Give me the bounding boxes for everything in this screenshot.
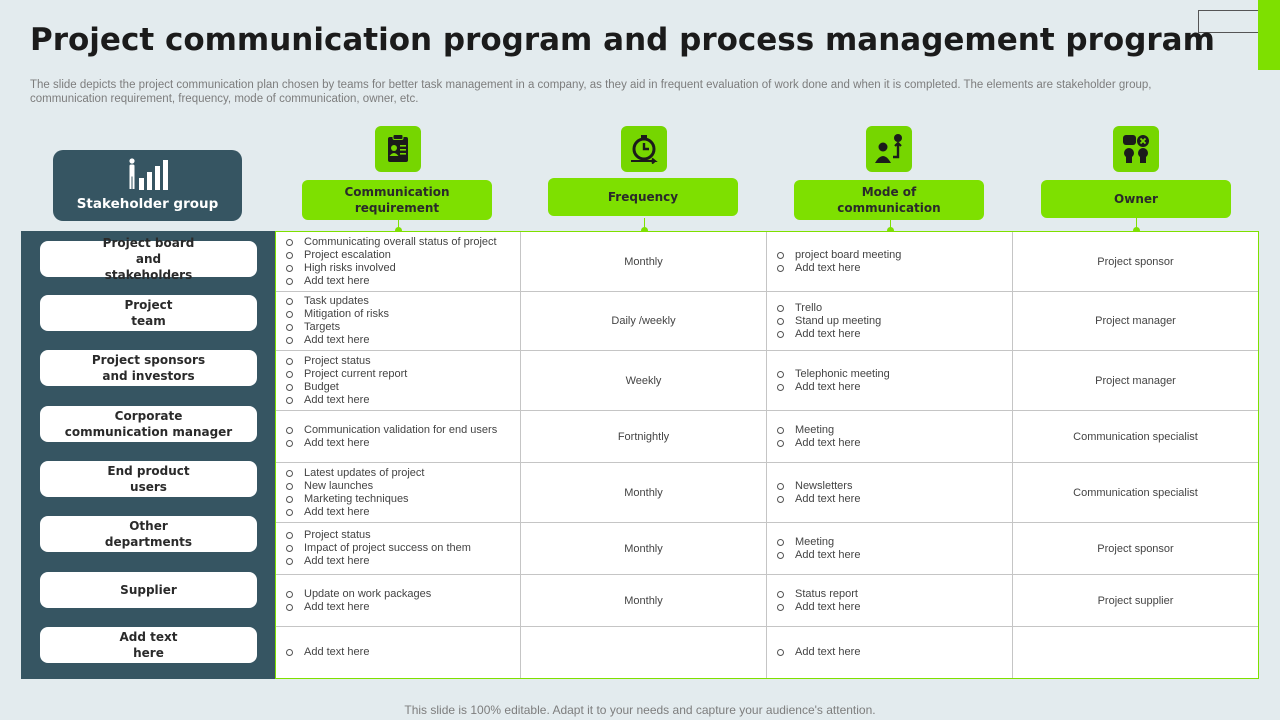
table-row bbox=[276, 232, 1258, 292]
mode-cell bbox=[767, 292, 1013, 350]
stakeholder-group-label: Project team bbox=[124, 298, 173, 328]
list-item: New launches bbox=[286, 480, 424, 493]
column-header-label: Communication requirement bbox=[344, 185, 450, 215]
list-item: Add text here bbox=[286, 275, 497, 288]
stakeholder-header bbox=[53, 150, 242, 221]
stakeholder-group bbox=[40, 406, 257, 442]
list-item: Add text here bbox=[286, 555, 471, 568]
column-header-label: Mode of communication bbox=[837, 185, 941, 215]
chat-people-icon bbox=[1113, 126, 1159, 172]
communication-table bbox=[275, 231, 1259, 679]
list-item: Update on work packages bbox=[286, 588, 431, 601]
owner-cell: Communication specialist bbox=[1073, 486, 1198, 499]
list-item: Add text here bbox=[286, 334, 389, 347]
mode-cell bbox=[767, 627, 1013, 678]
list-item: Marketing techniques bbox=[286, 493, 424, 506]
list-item: Budget bbox=[286, 381, 407, 394]
stopwatch-icon bbox=[621, 126, 667, 172]
frequency-cell: Monthly bbox=[521, 523, 767, 574]
list-item: Communicating overall status of project bbox=[286, 236, 497, 249]
requirement-cell bbox=[276, 232, 521, 291]
stakeholder-group bbox=[40, 350, 257, 386]
mode-cell bbox=[767, 351, 1013, 410]
requirement-cell bbox=[276, 463, 521, 522]
stakeholder-group-label: Project sponsors and investors bbox=[91, 353, 206, 383]
owner-cell bbox=[1013, 627, 1258, 678]
list-item: Add text here bbox=[777, 328, 881, 341]
list-item: Project escalation bbox=[286, 249, 497, 262]
table-row bbox=[276, 411, 1258, 463]
requirement-cell bbox=[276, 523, 521, 574]
mode-cell bbox=[767, 411, 1013, 462]
table-row bbox=[276, 575, 1258, 627]
owner-cell: Project supplier bbox=[1097, 594, 1174, 607]
list-item: Status report bbox=[777, 588, 860, 601]
bar-chart-person-icon bbox=[53, 158, 242, 192]
list-item: Newsletters bbox=[777, 480, 860, 493]
stakeholder-header-label: Stakeholder group bbox=[76, 196, 219, 212]
stakeholder-group-label: Supplier bbox=[120, 583, 177, 597]
list-item: Add text here bbox=[777, 262, 901, 275]
column-header-mode-of-communication bbox=[794, 180, 984, 220]
frequency-cell: Weekly bbox=[521, 351, 767, 410]
owner-cell: Project manager bbox=[1095, 374, 1176, 387]
stakeholder-group-label: Corporate communication manager bbox=[64, 409, 233, 439]
list-item: Task updates bbox=[286, 295, 389, 308]
requirement-cell bbox=[276, 292, 521, 350]
stakeholder-group bbox=[40, 516, 257, 552]
person-money-arrow-icon bbox=[866, 126, 912, 172]
page-subtitle: The slide depicts the project communication plan chosen by teams for better task management in a company, as they aid in frequent evaluation of work done and when it is completed. The elements are stakeholder group, communication requirement, frequency, mode of communication, owner, etc. bbox=[30, 79, 1152, 105]
stakeholder-group-label: Add text here bbox=[119, 630, 178, 660]
owner-cell: Project sponsor bbox=[1097, 255, 1174, 268]
stakeholder-group-label: Project board and stakeholders bbox=[102, 236, 195, 282]
page-title: Project communication program and process management program bbox=[30, 22, 1215, 58]
stakeholder-group-label: End product users bbox=[107, 464, 190, 494]
mode-cell bbox=[767, 575, 1013, 626]
list-item: Stand up meeting bbox=[777, 315, 881, 328]
table-row bbox=[276, 523, 1258, 575]
table-row bbox=[276, 292, 1258, 351]
column-header-frequency bbox=[548, 178, 738, 216]
column-header-communication-requirement bbox=[302, 180, 492, 220]
list-item: Project status bbox=[286, 529, 471, 542]
stakeholder-group bbox=[40, 572, 257, 608]
frequency-cell: Monthly bbox=[521, 232, 767, 291]
requirement-cell bbox=[276, 575, 521, 626]
table-row bbox=[276, 351, 1258, 411]
owner-cell: Project manager bbox=[1095, 315, 1176, 327]
column-header-label: Frequency bbox=[607, 190, 679, 204]
frequency-cell: Daily /weekly bbox=[521, 292, 767, 350]
table-row bbox=[276, 463, 1258, 523]
stakeholder-group bbox=[40, 295, 257, 331]
requirement-cell bbox=[276, 351, 521, 410]
list-item: Communication validation for end users bbox=[286, 424, 497, 437]
clipboard-person-icon bbox=[375, 126, 421, 172]
requirement-cell bbox=[276, 411, 521, 462]
list-item: Add text here bbox=[777, 601, 860, 614]
list-item: High risks involved bbox=[286, 262, 497, 275]
owner-cell: Project sponsor bbox=[1097, 542, 1174, 555]
list-item: Add text here bbox=[777, 646, 860, 659]
column-header-owner bbox=[1041, 180, 1231, 218]
list-item: Trello bbox=[777, 302, 881, 315]
list-item: Meeting bbox=[777, 424, 860, 437]
mode-cell bbox=[767, 463, 1013, 522]
mode-cell bbox=[767, 523, 1013, 574]
list-item: Add text here bbox=[286, 646, 369, 659]
list-item: Targets bbox=[286, 321, 389, 334]
table-row bbox=[276, 627, 1258, 678]
list-item: project board meeting bbox=[777, 249, 901, 262]
list-item: Meeting bbox=[777, 536, 860, 549]
list-item: Mitigation of risks bbox=[286, 308, 389, 321]
list-item: Impact of project success on them bbox=[286, 542, 471, 555]
list-item: Telephonic meeting bbox=[777, 368, 890, 381]
owner-cell: Communication specialist bbox=[1073, 430, 1198, 443]
list-item: Latest updates of project bbox=[286, 467, 424, 480]
requirement-cell bbox=[276, 627, 521, 678]
frequency-cell: Fortnightly bbox=[521, 411, 767, 462]
stakeholder-group-label: Other departments bbox=[104, 519, 193, 549]
mode-cell bbox=[767, 232, 1013, 291]
list-item: Add text here bbox=[286, 437, 497, 450]
list-item: Add text here bbox=[286, 601, 431, 614]
list-item: Add text here bbox=[777, 381, 890, 394]
frequency-cell: Monthly bbox=[521, 463, 767, 522]
corner-accent-bar bbox=[1258, 0, 1280, 70]
list-item: Add text here bbox=[777, 549, 860, 562]
list-item: Project status bbox=[286, 355, 407, 368]
list-item: Add text here bbox=[286, 506, 424, 519]
footer-note: This slide is 100% editable. Adapt it to your needs and capture your audience's attention. bbox=[404, 703, 876, 717]
stakeholder-group bbox=[40, 627, 257, 663]
frequency-cell: Monthly bbox=[521, 575, 767, 626]
list-item: Add text here bbox=[777, 493, 860, 506]
list-item: Add text here bbox=[286, 394, 407, 407]
column-header-label: Owner bbox=[1114, 192, 1158, 206]
list-item: Add text here bbox=[777, 437, 860, 450]
frequency-cell bbox=[521, 627, 767, 678]
list-item: Project current report bbox=[286, 368, 407, 381]
stakeholder-group bbox=[40, 461, 257, 497]
stakeholder-group bbox=[40, 236, 257, 282]
